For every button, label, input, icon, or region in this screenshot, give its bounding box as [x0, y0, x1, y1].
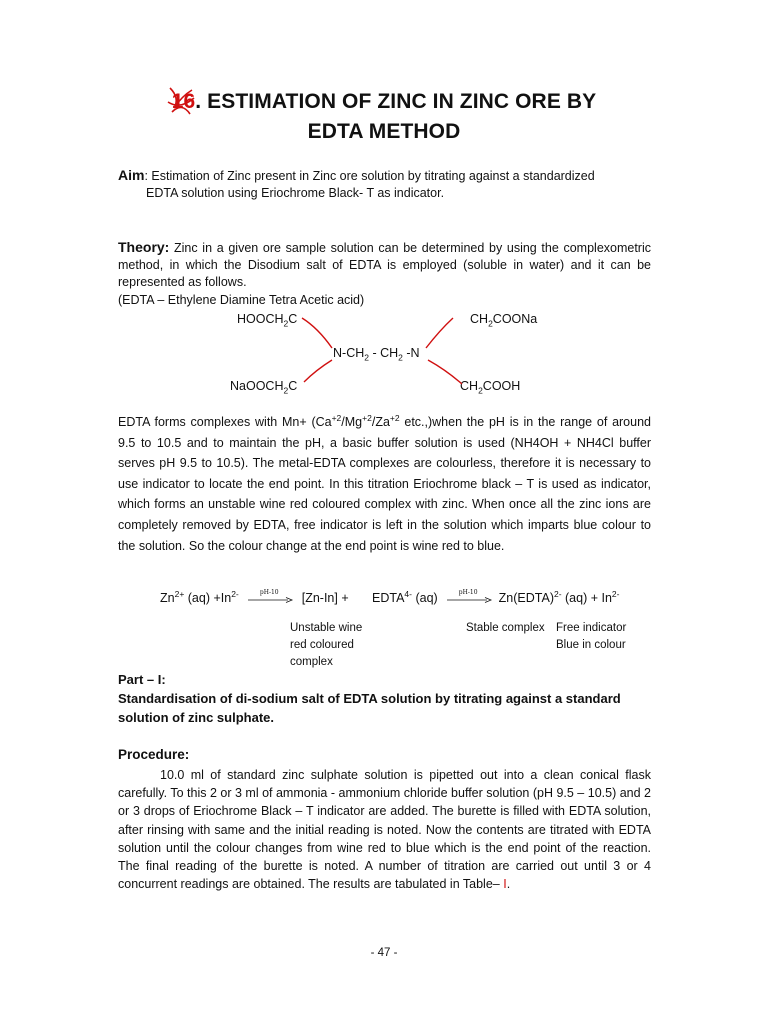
reaction-arrow-2: pH-10 — [447, 592, 495, 606]
reaction-equation-2: $EDTA^{4-}$ (aq) pH-10 Zn(EDTA)$^{2-}$ $(aq) + In^{2-}$ — [372, 588, 620, 605]
label-free-indicator: Free indicator Blue in colour — [556, 622, 627, 651]
edta-complex-paragraph: EDTA forms complexes with $Mn+ (Ca^{+2}/Mg^{+2}/Za^{+2}$ etc.,)when the pH is in the range of around 9.5 to 10.5 and to maintain the pH, a basic buffer solution is used (NH4OH + NH4Cl buffer serves pH 9.5 to 10.5). The metal-EDTA complexes are colourless, therefore it is necessary to use indicator to locate the end point. In this titration Eriochrome black – T is used as indicator, which forms an unstable wine red coloured complex with zinc. When once all the zinc ions are completely removed by EDTA, free indicator is left in the solution which imparts blue colour to the solution. So the colour change at the end point is wine red to blue. — [118, 412, 651, 553]
label-unstable-complex: Unstable wine red coloured complex — [290, 622, 363, 668]
part1-heading: Part – I: — [118, 672, 166, 687]
part1-subheading: Standardisation of di-sodium salt of EDTA solution by titrating against a standard solution of zinc sulphate. — [118, 691, 621, 725]
structure-bottom-left: NaOOCH$_2$C — [230, 379, 298, 396]
theory-section — [118, 239, 651, 291]
edta-expansion: (EDTA – Ethylene Diamine Tetra Acetic acid) — [118, 293, 365, 307]
aim-text-line2: EDTA solution using Eriochrome Black- T as indicator. — [146, 186, 445, 200]
reaction-arrow-1: pH-10 — [248, 592, 296, 606]
structure-top-right: $CH_2COONa$ — [470, 312, 538, 329]
aim-text-line1: : Estimation of Zinc present in Zinc ore solution by titrating against a standardized — [144, 169, 595, 183]
structure-bond-lines — [290, 300, 480, 400]
theory-text: Zinc in a given ore sample solution can be determined by using the complexometric method, in which the Disodium salt of EDTA is employed (soluble in water) and it can be represented as follows. — [118, 241, 651, 289]
table-reference: I — [503, 877, 507, 892]
structure-center: $N-CH_2 - CH_2$ -N — [333, 346, 420, 363]
page-number: - 47 - — [370, 947, 398, 959]
page-title-line2: EDTA METHOD — [307, 120, 461, 143]
reaction-equation: $Zn^{2+}$ $(aq) +In^{2-}$ pH-10 [Zn-In] + — [160, 588, 349, 605]
label-stable-complex: Stable complex — [466, 622, 545, 634]
procedure-heading: Procedure: — [118, 747, 190, 762]
theory-label: Theory: — [118, 239, 170, 255]
title-number-struck: 16 — [172, 90, 196, 114]
structure-bottom-right: $CH_2COOH$ — [460, 379, 521, 396]
procedure-text: 10.0 ml of standard zinc sulphate solution is pipetted out into a clean conical flask carefully. To this 2 or 3 ml of ammonia - ammonium chloride buffer solution (pH 9.5 – 10.5) and 2 or 3 drops of Eriochrome Black – T indicator are added. The burette is filled with EDTA solution, after rinsing with same and the initial reading is noted. Now the contents are titrated with EDTA solution until the colour changes from wine red to blue which is the end point of the reaction. The final reading of the burette is noted. A number of titration are carried out until 3 or 4 concurrent readings are obtained. The results are tabulated in Table– I. — [118, 768, 651, 892]
part1-section — [118, 670, 658, 727]
page-title-line1: 16 . ESTIMATION OF ZINC IN ZINC ORE BY — [0, 90, 768, 114]
aim-section — [118, 167, 658, 202]
structure-top-left: $HOOCH_2C$ — [237, 312, 298, 329]
aim-label: Aim — [118, 167, 145, 183]
strike-scribble-annotation — [164, 84, 198, 118]
